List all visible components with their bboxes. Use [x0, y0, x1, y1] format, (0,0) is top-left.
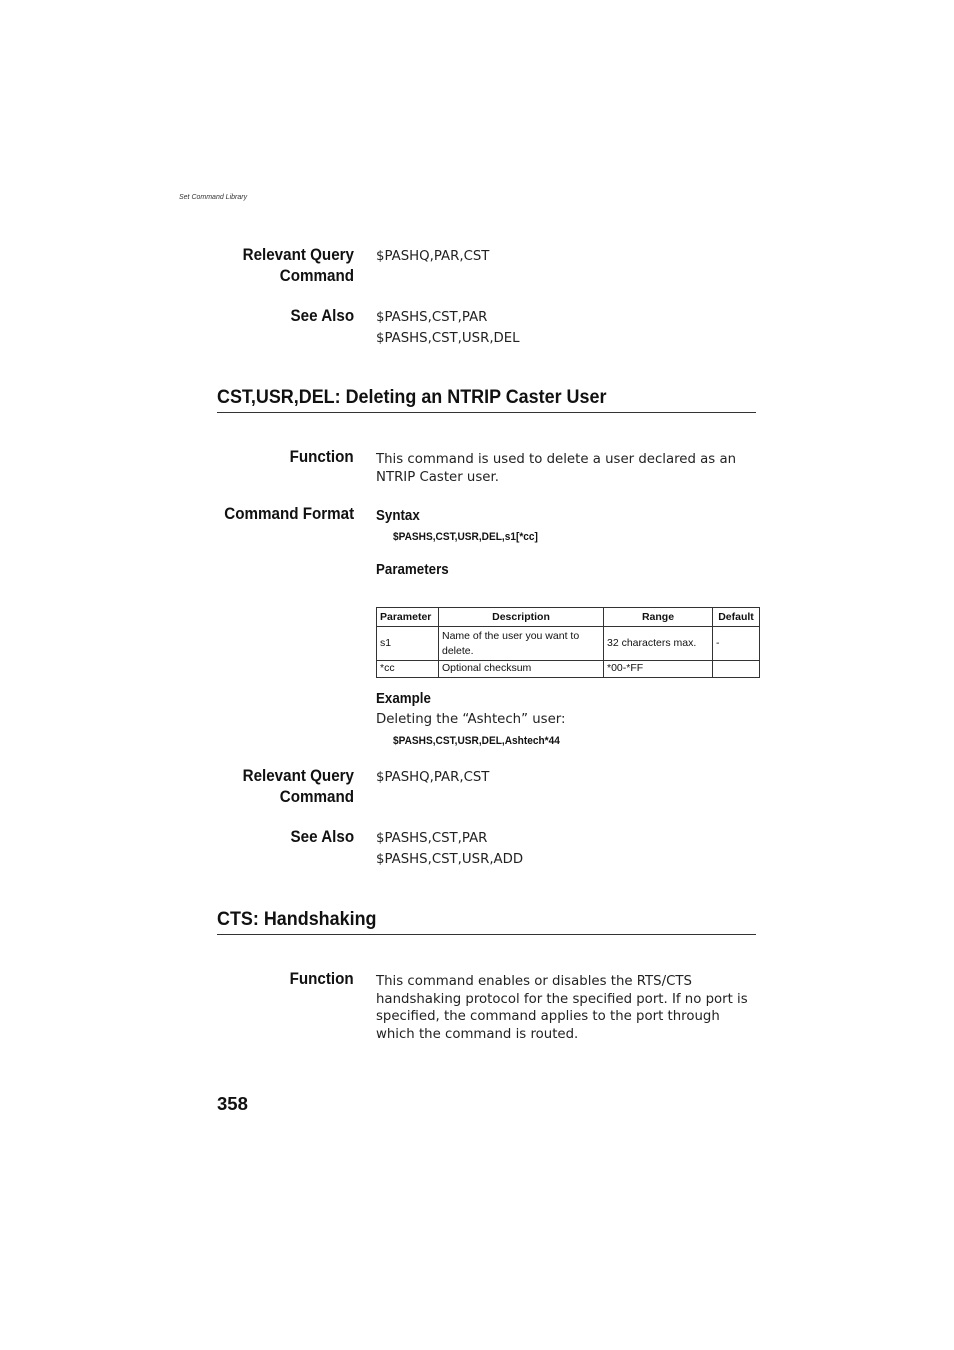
- table-cell: 32 characters max.: [604, 627, 713, 661]
- table-cell: -: [713, 627, 760, 661]
- see-also-label: See Also: [290, 307, 354, 325]
- table-header: Description: [439, 608, 604, 627]
- table-row: [377, 627, 760, 661]
- running-header: Set Command Library: [179, 194, 248, 201]
- example-code: $PASHS,CST,USR,DEL,Ashtech*44: [393, 735, 560, 747]
- see-also-list: [376, 308, 760, 349]
- table-cell: Name of the user you want to delete.: [439, 627, 604, 661]
- table-cell: *00-*FF: [604, 661, 713, 678]
- function-text: This command is used to delete a user declared as an NTRIP Caster user.: [376, 452, 737, 485]
- command-format-label: Command Format: [224, 505, 354, 523]
- parameters-heading: Parameters: [376, 562, 449, 578]
- table-cell: s1: [377, 627, 439, 661]
- table-header-row: [377, 608, 760, 627]
- table-header: Default: [713, 608, 760, 627]
- table-row: [377, 661, 760, 678]
- relevant-query-value: $PASHQ,PAR,CST: [376, 249, 490, 264]
- table-cell: Optional checksum: [439, 661, 604, 678]
- see-also-item: $PASHS,CST,PAR: [376, 310, 488, 325]
- table-header: Range: [604, 608, 713, 627]
- see-also-item: $PASHS,CST,USR,ADD: [376, 851, 524, 867]
- section-title: CTS: Handshaking: [217, 906, 756, 935]
- syntax-code: $PASHS,CST,USR,DEL,s1[*cc]: [393, 531, 538, 543]
- relevant-query-value: $PASHQ,PAR,CST: [376, 770, 490, 785]
- table-cell: [713, 661, 760, 678]
- table-header: Parameter: [377, 608, 439, 627]
- section-title: CST,USR,DEL: Deleting an NTRIP Caster User: [217, 384, 756, 413]
- see-also-label: See Also: [290, 828, 354, 846]
- function-label: Function: [289, 448, 354, 466]
- example-text: Deleting the “Ashtech” user:: [376, 712, 566, 727]
- function-text: This command enables or disables the RTS/CTS handshaking protocol for the specified port. If no port is specified, the command applies to the port through which the command is routed.: [376, 974, 748, 1042]
- syntax-heading: Syntax: [376, 508, 420, 524]
- see-also-item: $PASHS,CST,PAR: [376, 831, 488, 846]
- example-heading: Example: [376, 691, 431, 707]
- function-label: Function: [289, 970, 354, 988]
- page-number: 358: [217, 1093, 248, 1114]
- parameters-table: [376, 607, 760, 678]
- see-also-list: [376, 829, 760, 870]
- see-also-item: $PASHS,CST,USR,DEL: [376, 330, 520, 346]
- relevant-query-label: Relevant Query Command: [242, 246, 354, 285]
- relevant-query-label: Relevant Query Command: [242, 767, 354, 806]
- table-cell: *cc: [377, 661, 439, 678]
